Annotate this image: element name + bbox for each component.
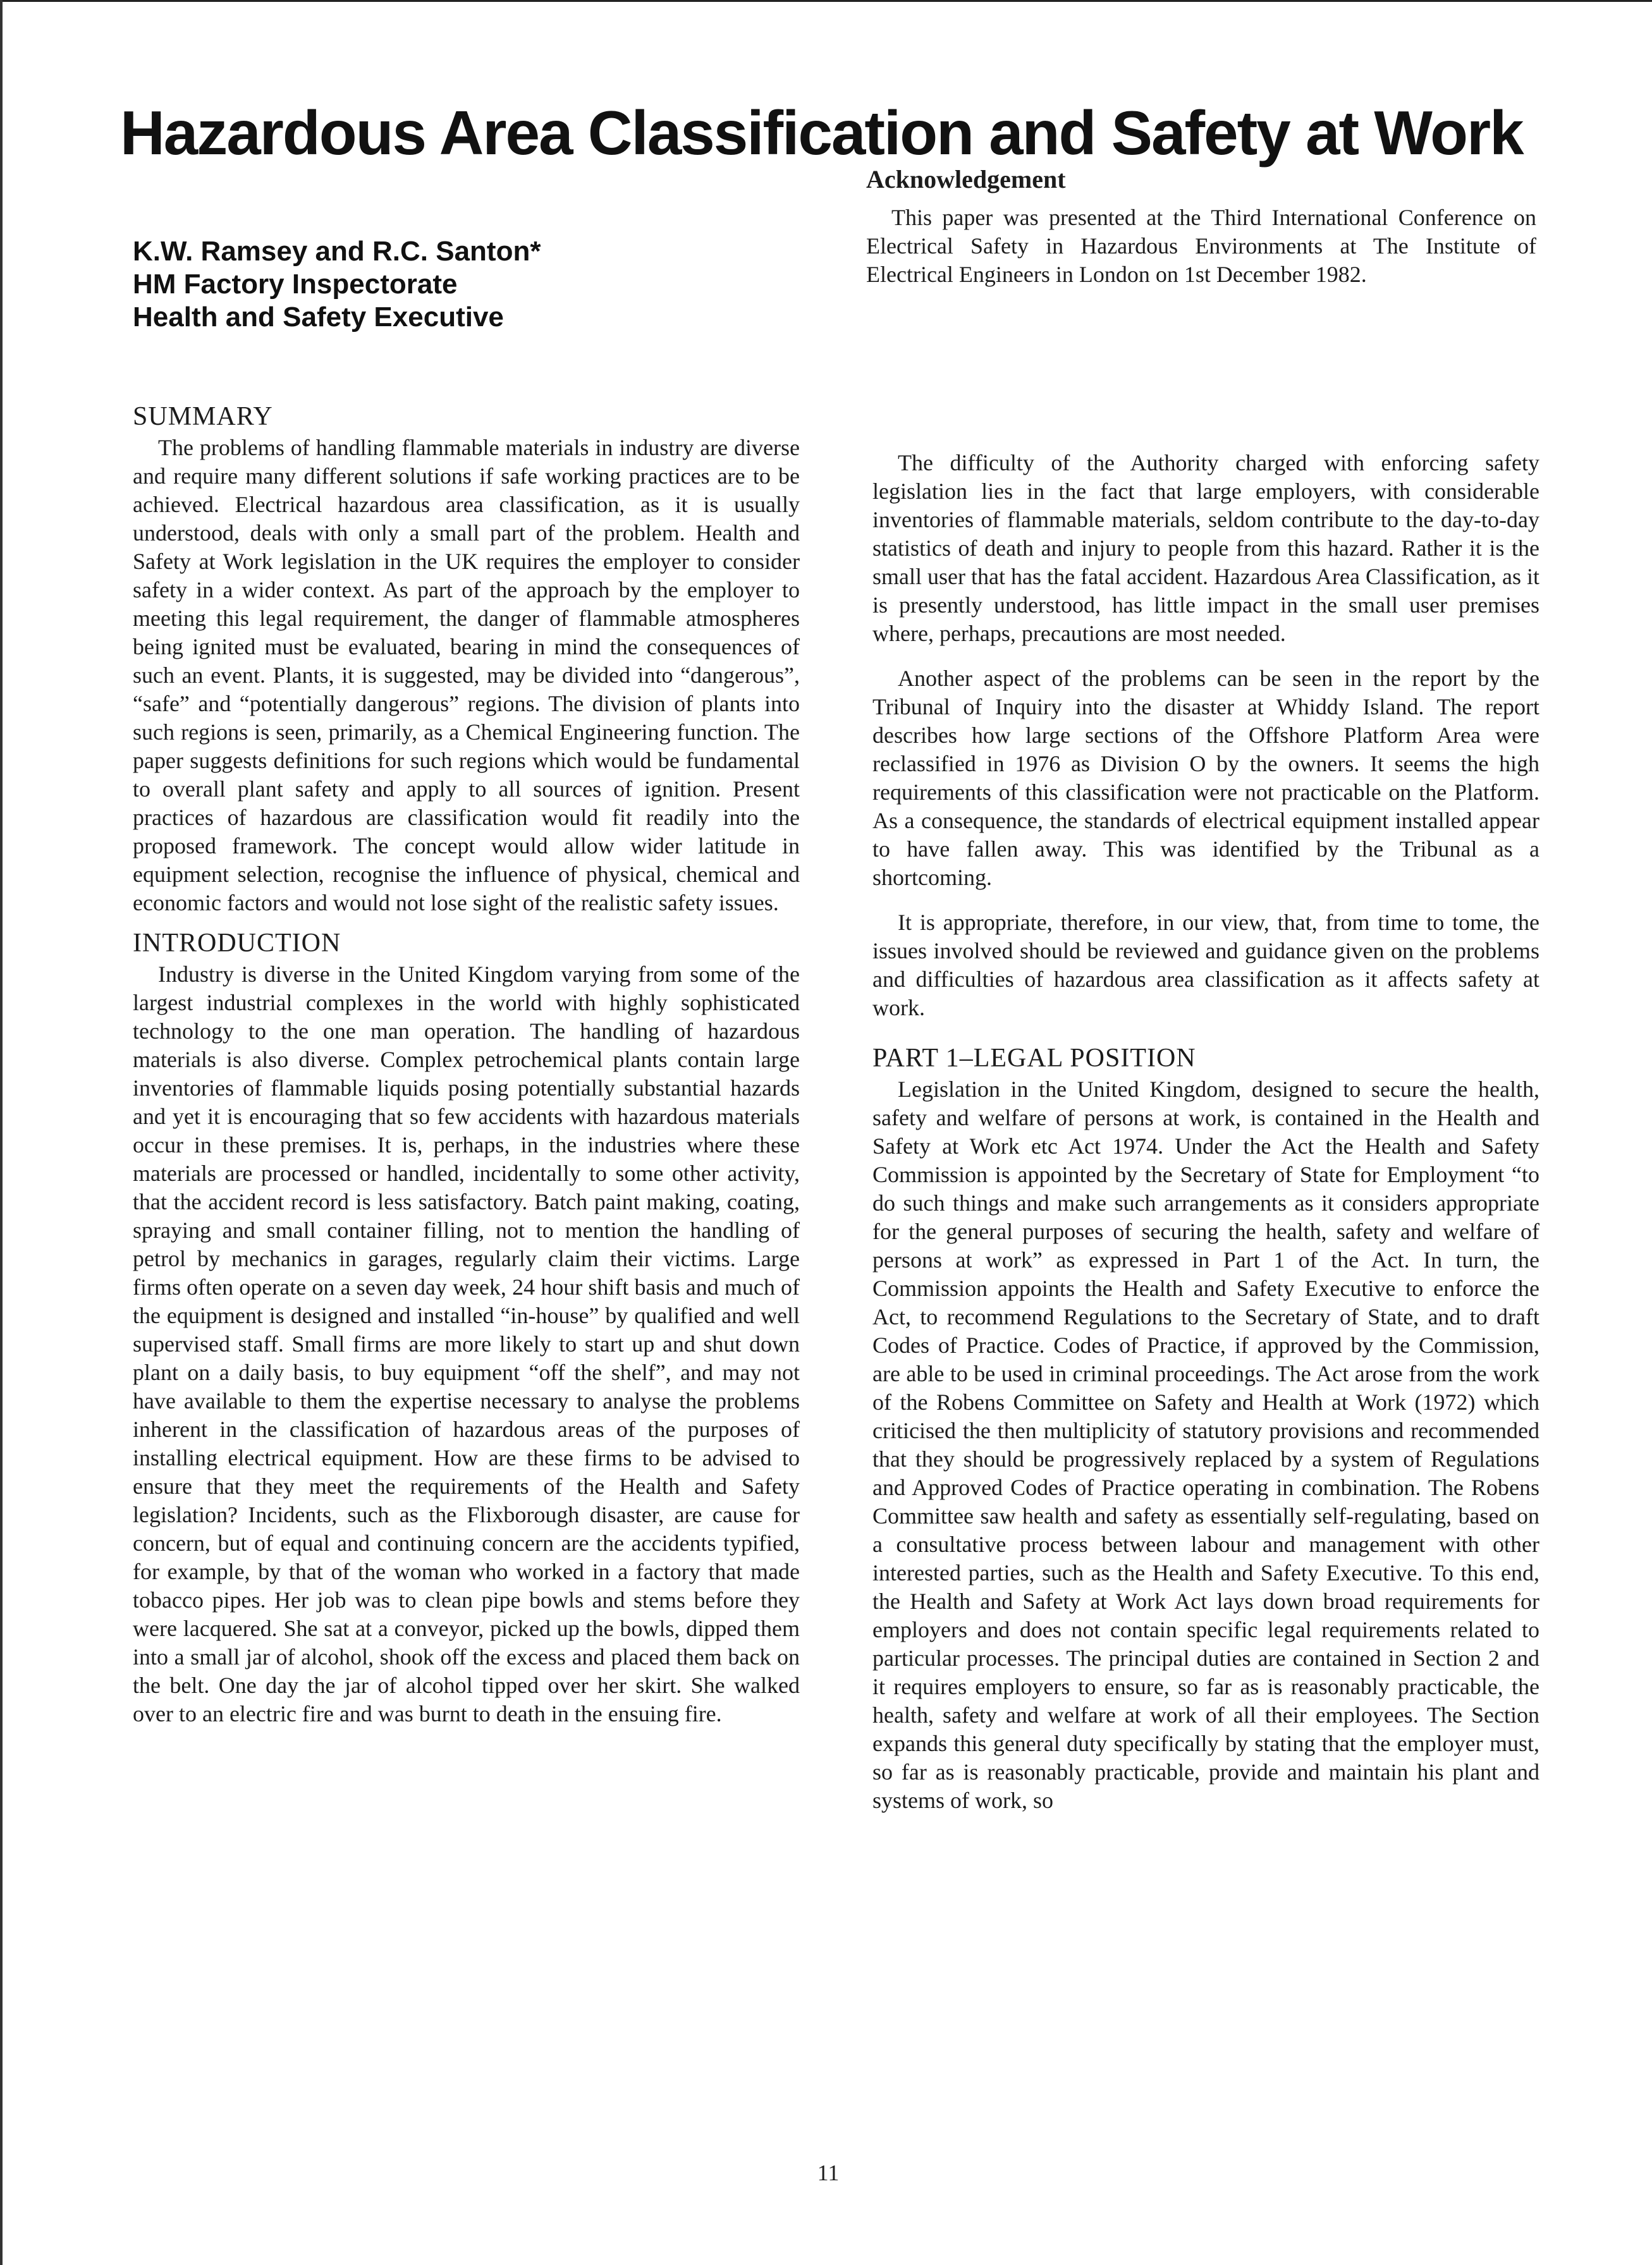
top-border-line [0,0,1652,2]
page-number: 11 [817,2160,840,2185]
left-border-line [0,0,3,2265]
left-column [133,400,800,1728]
right-column [872,449,1539,1815]
introduction-text: Industry is diverse in the United Kingdom varying from some of the largest industrial complexes in the world with highly sophisticated technology to the one man operation. The handling of hazardous materials is also diverse. Complex petrochemical plants contain large inventories of flammable liquids posing potentially substantial hazards and yet it is encouraging that so few accidents with hazardous materials occur in these premises. It is, perhaps, in the industries where these materials are processed or handled, incidentally to some other activity, that the accident record is less satisfactory. Batch paint making, coating, spraying and small container filling, not to mention the handling of petrol by mechanics in garages, regularly claim their victims. Large firms often operate on a seven day week, 24 hour shift basis and much of the equipment is designed and installed “in-house” by qualified and well supervised staff. Small firms are more likely to start up and shut down plant on a daily basis, to buy equipment “off the shelf”, and may not have available to them the expertise necessary to analyse the problems inherent in the classification of hazardous areas of the purposes of installing electrical equipment. How are these firms to be advised to ensure that they meet the requirements of the Health and Safety legislation? Incidents, such as the Flixborough disaster, are cause for concern, but of equal and continuing concern are the accidents typified, for example, by that of the woman who worked in a factory that made tobacco pipes. Her job was to clean pipe bowls and stems before they were lacquered. She sat at a conveyor, picked up the bowls, dipped them into a small jar of alcohol, shook off the excess and placed them back on the belt. One day the jar of alcohol tipped over her skirt. She walked over to an electric fire and was burnt to death in the ensuing fire. [133,962,800,1726]
authors-organisation: Health and Safety Executive [133,302,504,333]
acknowledgement-text: This paper was presented at the Third International Conference on Electrical Safety in Hazardous Environments at The Institute of Electrical Engineers in London on 1st December 1982. [866,205,1536,287]
acknowledgement-section [866,164,1536,289]
author-block [133,235,702,334]
part1-text: Legislation in the United Kingdom, designed to secure the health, safety and welfare of persons at work, is contained in the Health and Safety at Work etc Act 1974. Under the Act the Health and Safety Commission is appointed by the Secretary of State for Employment “to do such things and make such arrangements as it considers appropriate for the general purposes of securing the health, safety and welfare of persons at work” as expressed in Part 1 of the Act. In turn, the Commission appoints the Health and Safety Executive to enforce the Act, to recommend Regulations to the Secretary of State, and to draft Codes of Practice. Codes of Practice, if approved by the Commission, are able to be used in criminal proceedings. The Act arose from the work of the Robens Committee on Safety and Health at Work (1972) which criticised the then multiplicity of statutory provisions and recommended that they should be progressively replaced by a system of Regulations and Approved Codes of Practice operating in combination. The Robens Committee saw health and safety as essentially self-regulating, based on a consultative process between labour and management with other interested parties, such as the Health and Safety Executive. To this end, the Health and Safety at Work Act lays down broad requirements for employers and does not contain specific legal requirements related to particular processes. The principal duties are contained in Section 2 and it requires employers to ensure, so far as is reasonably practicable, the health, safety and welfare at work of all their employees. The Section expands this general duty specifically by stating that the employer must, so far as is reasonably practicable, provide and maintain his plant and systems of work, so [872,1077,1539,1813]
part1-heading: PART 1–LEGAL POSITION [872,1044,1196,1073]
summary-text: The problems of handling flammable materials in industry are diverse and require many different solutions if safe working practices are to be achieved. Electrical hazardous area classification, as it is usually understood, deals with only a small part of the problem. Health and Safety at Work legislation in the UK requires the employer to consider safety in a wider context. As part of the approach by the employer to meeting this legal requirement, the danger of flammable atmospheres being ignited must be evaluated, bearing in mind the consequences of such an event. Plants, it is suggested, may be divided into “dangerous”, “safe” and “potentially dangerous” regions. The division of plants into such regions is seen, primarily, as a Chemical Engineering function. The paper suggests definitions for such regions which would be fundamental to overall plant safety and apply to all sources of ignition. Present practices of hazardous are classification would fit readily into the proposed framework. The concept would allow wider latitude in equipment selection, recognise the influence of physical, chemical and economic factors and would not lose sight of the realistic safety issues. [133,435,800,915]
authors-affiliation: HM Factory Inspectorate [133,269,458,300]
guidance-paragraph: It is appropriate, therefore, in our view, that, from time to tome, the issues involved should be reviewed and guidance given on the problems and difficulties of hazardous area classification as it affects safety at work. [872,910,1539,1020]
summary-heading: SUMMARY [133,402,273,431]
introduction-heading: INTRODUCTION [133,929,341,958]
authority-paragraph: The difficulty of the Authority charged with enforcing safety legislation lies in the fact that large employers, with considerable inventories of flammable materials, seldom contribute to the day-to-day statistics of death and injury to people from this hazard. Rather it is the small user that has the fatal accident. Hazardous Area Classification, as it is presently understood, has little impact in the small user premises where, perhaps, precautions are most needed. [872,450,1539,646]
whiddy-island-paragraph: Another aspect of the problems can be seen in the report by the Tribunal of Inquiry into the disaster at Whiddy Island. The report describes how large sections of the Offshore Platform Area were reclassified in 1976 as Division O by the owners. It seems the high requirements of this classification were not practicable on the Platform. As a consequence, the standards of electrical equipment installed appear to have fallen away. This was identified by the Tribunal as a shortcoming. [872,666,1539,890]
authors-names: K.W. Ramsey and R.C. Santon* [133,236,541,267]
page-title: Hazardous Area Classification and Safety at Work [120,98,1523,168]
acknowledgement-heading: Acknowledgement [866,165,1066,193]
